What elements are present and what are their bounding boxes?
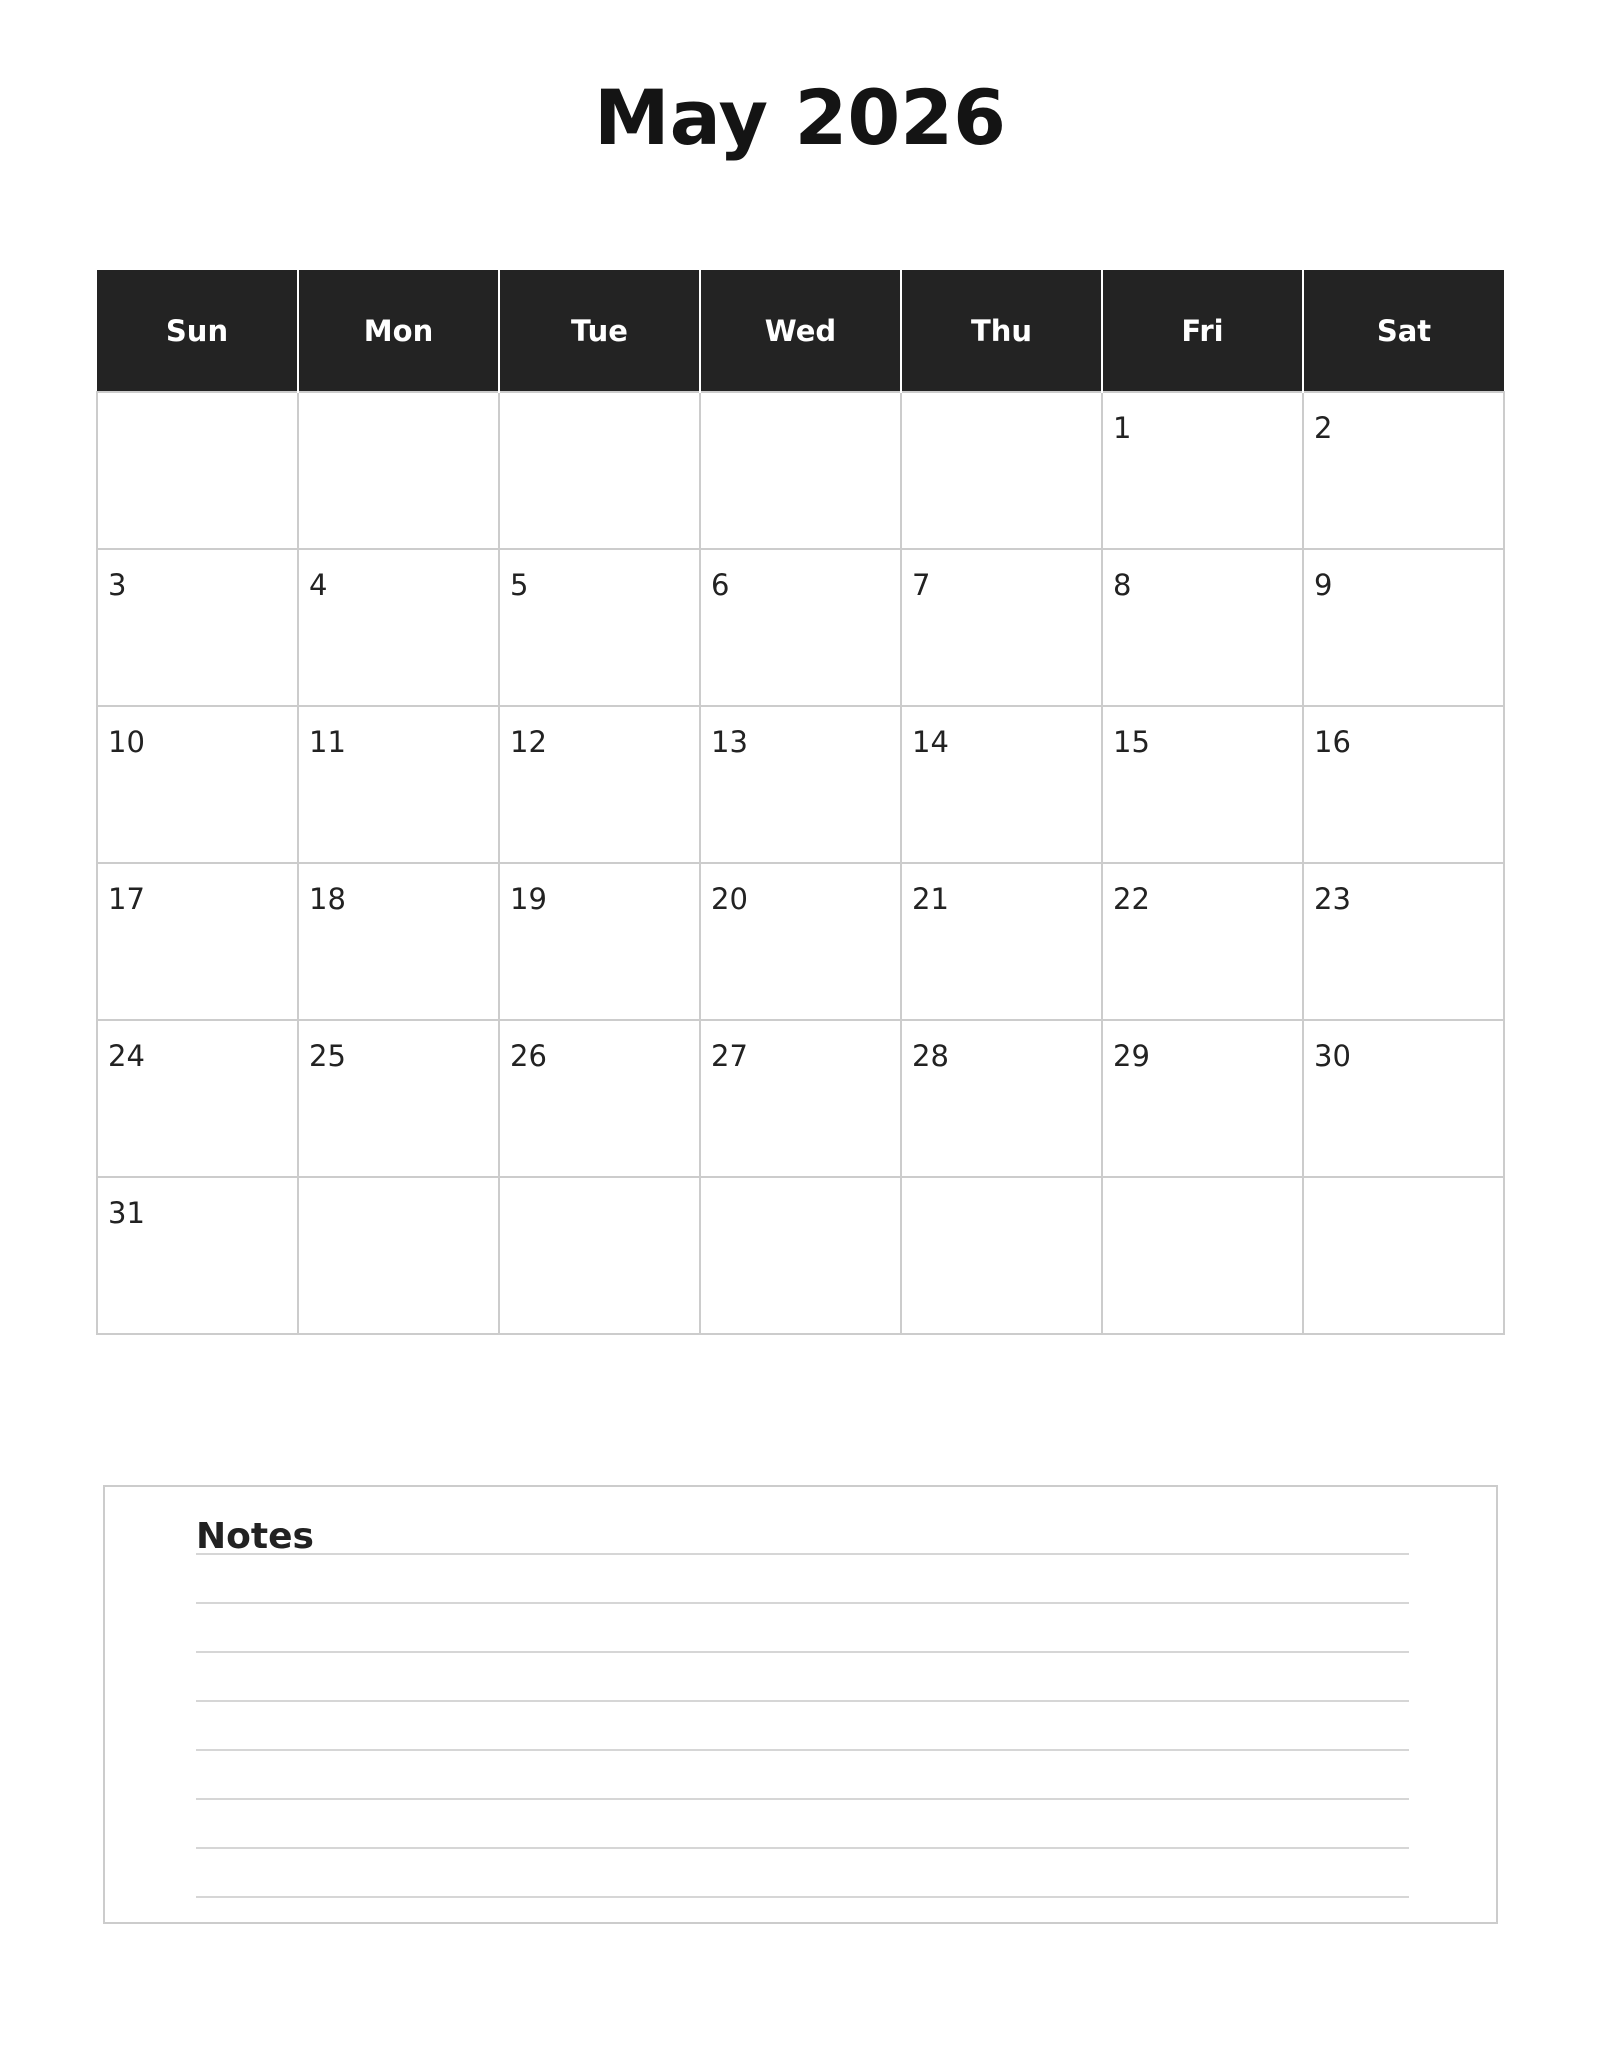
day-number: 3 bbox=[108, 568, 127, 602]
calendar-week-row bbox=[97, 392, 1504, 549]
day-number: 16 bbox=[1314, 725, 1351, 759]
day-cell[interactable] bbox=[499, 863, 700, 1020]
weekday-header-tue: Tue bbox=[499, 270, 700, 392]
day-number: 17 bbox=[108, 882, 145, 916]
calendar-grid bbox=[96, 270, 1505, 1335]
day-cell[interactable] bbox=[298, 706, 499, 863]
weekday-header-sun: Sun bbox=[97, 270, 298, 392]
notes-line[interactable] bbox=[196, 1749, 1409, 1751]
empty-day-cell[interactable] bbox=[1102, 1177, 1303, 1334]
day-number: 4 bbox=[309, 568, 328, 602]
day-number: 22 bbox=[1113, 882, 1150, 916]
day-number: 23 bbox=[1314, 882, 1351, 916]
day-cell[interactable] bbox=[499, 549, 700, 706]
day-cell[interactable] bbox=[700, 1020, 901, 1177]
day-cell[interactable] bbox=[97, 706, 298, 863]
calendar-week-row bbox=[97, 549, 1504, 706]
day-cell[interactable] bbox=[97, 863, 298, 1020]
day-cell[interactable] bbox=[901, 706, 1102, 863]
day-number: 18 bbox=[309, 882, 346, 916]
day-number: 21 bbox=[912, 882, 949, 916]
day-number: 27 bbox=[711, 1039, 748, 1073]
empty-day-cell[interactable] bbox=[700, 1177, 901, 1334]
weekday-header-row bbox=[97, 270, 1504, 392]
notes-line[interactable] bbox=[196, 1651, 1409, 1653]
day-number: 20 bbox=[711, 882, 748, 916]
empty-day-cell[interactable] bbox=[499, 392, 700, 549]
empty-day-cell[interactable] bbox=[901, 392, 1102, 549]
day-cell[interactable] bbox=[1102, 706, 1303, 863]
weekday-header-wed: Wed bbox=[700, 270, 901, 392]
day-number: 2 bbox=[1314, 411, 1333, 445]
notes-title: Notes bbox=[196, 1516, 314, 1557]
empty-day-cell[interactable] bbox=[298, 1177, 499, 1334]
empty-day-cell[interactable] bbox=[1303, 1177, 1504, 1334]
day-number: 7 bbox=[912, 568, 931, 602]
day-cell[interactable] bbox=[1303, 1020, 1504, 1177]
day-cell[interactable] bbox=[499, 706, 700, 863]
day-cell[interactable] bbox=[97, 1177, 298, 1334]
day-cell[interactable] bbox=[700, 706, 901, 863]
day-number: 31 bbox=[108, 1196, 145, 1230]
day-number: 29 bbox=[1113, 1039, 1150, 1073]
day-cell[interactable] bbox=[700, 549, 901, 706]
day-cell[interactable] bbox=[901, 1020, 1102, 1177]
empty-day-cell[interactable] bbox=[499, 1177, 700, 1334]
day-number: 8 bbox=[1113, 568, 1132, 602]
day-number: 28 bbox=[912, 1039, 949, 1073]
notes-line[interactable] bbox=[196, 1602, 1409, 1604]
day-cell[interactable] bbox=[901, 549, 1102, 706]
calendar-week-row bbox=[97, 1020, 1504, 1177]
day-cell[interactable] bbox=[901, 863, 1102, 1020]
empty-day-cell[interactable] bbox=[700, 392, 901, 549]
day-cell[interactable] bbox=[1303, 706, 1504, 863]
day-cell[interactable] bbox=[700, 863, 901, 1020]
day-number: 15 bbox=[1113, 725, 1150, 759]
day-number: 24 bbox=[108, 1039, 145, 1073]
notes-line[interactable] bbox=[196, 1896, 1409, 1898]
weekday-header-thu: Thu bbox=[901, 270, 1102, 392]
day-cell[interactable] bbox=[298, 1020, 499, 1177]
day-number: 1 bbox=[1113, 411, 1132, 445]
day-cell[interactable] bbox=[1102, 863, 1303, 1020]
day-number: 9 bbox=[1314, 568, 1333, 602]
day-cell[interactable] bbox=[499, 1020, 700, 1177]
day-number: 14 bbox=[912, 725, 949, 759]
day-cell[interactable] bbox=[1102, 1020, 1303, 1177]
day-number: 11 bbox=[309, 725, 346, 759]
empty-day-cell[interactable] bbox=[97, 392, 298, 549]
day-number: 6 bbox=[711, 568, 730, 602]
day-cell[interactable] bbox=[1303, 863, 1504, 1020]
day-number: 26 bbox=[510, 1039, 547, 1073]
notes-box bbox=[103, 1485, 1498, 1924]
day-cell[interactable] bbox=[298, 863, 499, 1020]
notes-line[interactable] bbox=[196, 1847, 1409, 1849]
day-number: 5 bbox=[510, 568, 529, 602]
calendar-body bbox=[97, 392, 1504, 1334]
day-cell[interactable] bbox=[97, 549, 298, 706]
day-number: 13 bbox=[711, 725, 748, 759]
day-number: 12 bbox=[510, 725, 547, 759]
day-number: 10 bbox=[108, 725, 145, 759]
day-cell[interactable] bbox=[1102, 549, 1303, 706]
calendar-week-row bbox=[97, 706, 1504, 863]
day-number: 25 bbox=[309, 1039, 346, 1073]
weekday-header-sat: Sat bbox=[1303, 270, 1504, 392]
calendar-week-row bbox=[97, 863, 1504, 1020]
empty-day-cell[interactable] bbox=[901, 1177, 1102, 1334]
weekday-header-fri: Fri bbox=[1102, 270, 1303, 392]
day-cell[interactable] bbox=[97, 1020, 298, 1177]
day-cell[interactable] bbox=[1303, 392, 1504, 549]
empty-day-cell[interactable] bbox=[298, 392, 499, 549]
day-number: 19 bbox=[510, 882, 547, 916]
day-number: 30 bbox=[1314, 1039, 1351, 1073]
page-title: May 2026 bbox=[593, 73, 1007, 162]
day-cell[interactable] bbox=[298, 549, 499, 706]
calendar-week-row bbox=[97, 1177, 1504, 1334]
notes-line[interactable] bbox=[196, 1700, 1409, 1702]
weekday-header-mon: Mon bbox=[298, 270, 499, 392]
day-cell[interactable] bbox=[1102, 392, 1303, 549]
notes-line[interactable] bbox=[196, 1553, 1409, 1555]
day-cell[interactable] bbox=[1303, 549, 1504, 706]
notes-line[interactable] bbox=[196, 1798, 1409, 1800]
